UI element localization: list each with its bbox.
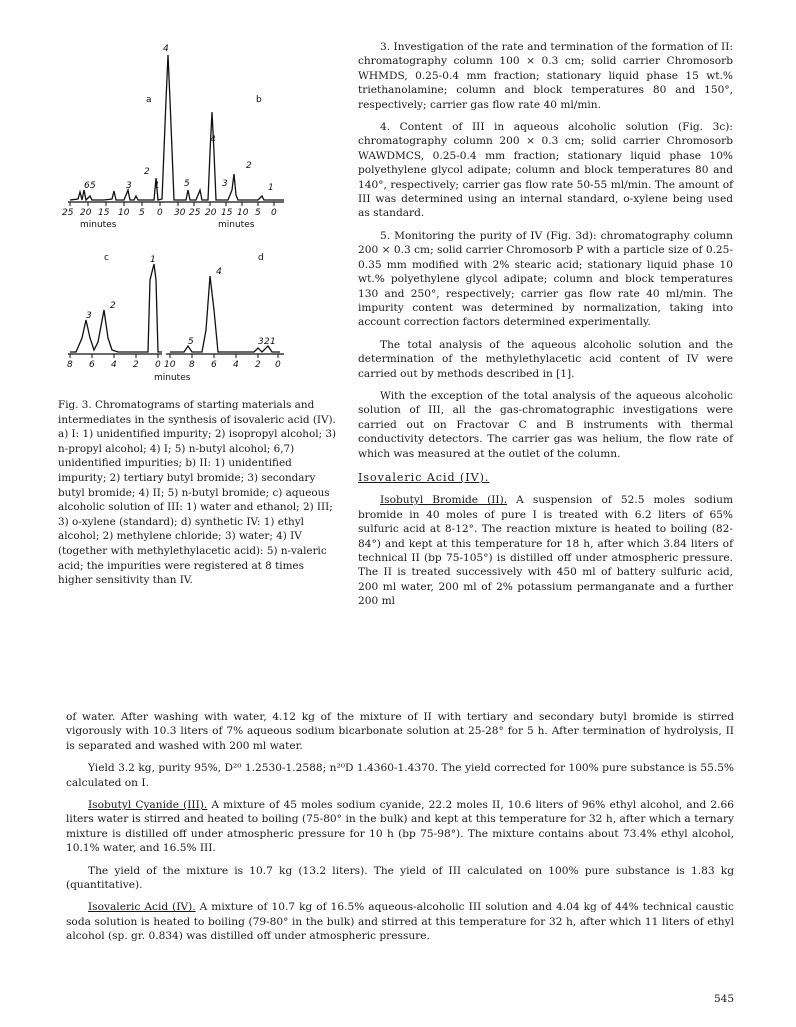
trace-c — [70, 264, 162, 352]
right-column — [358, 40, 733, 609]
paragraph — [358, 493, 733, 608]
tick-label: 0 — [155, 360, 161, 370]
panel-label-b: b — [256, 95, 262, 105]
tick-label: 0 — [271, 208, 277, 218]
paragraph: With the exception of the total analysis of the aqueous alcoholic solution of III, all the gas-chromatographic investigations were carried out on Fractovar C and B instruments with thermal conductivity detectors. The carrier gas was helium, the flow rate of which was measured at the outlet of the column. — [358, 389, 733, 460]
paragraph: of water. After washing with water, 4.12 kg of the mixture of II with tertiary and secondary butyl bromide is stirred vigorously with 10.3 liters of 7% aqueous sodium bicarbonate solution at 25-28° for 5 h. After termination of hydrolysis, II is separated and washed with 200 ml water. — [66, 711, 734, 752]
subsection-title: Isobutyl Bromide (II). — [380, 494, 508, 507]
section-heading: Isovaleric Acid (IV). — [358, 470, 490, 484]
paragraph: 3. Investigation of the rate and termination of the formation of II: chromatography column 100 × 0.3 cm; solid carrier Chromosorb WHMDS, 0.25-0.4 mm fraction; stationary liquid phase 15 wt.% triethanolamine; column and block temperatures 80 and 150°, respectively; carrier gas flow rate 40 ml/min. — [358, 41, 733, 111]
paragraph-body: A mixture of 45 moles sodium cyanide, 22.2 moles II, 10.6 liters of 96% ethyl alcohol, and 2.66 liters water is stirred and heated to boiling (75-80° in the bulk) and kept at this temperature for 32 h, after which a ternary mixture is distilled off under atmospheric pressure for 10 h (bp 75-98°). The mixture contains about 73.4% ethyl alcohol, 10.1% water, and 16.5% III. — [66, 799, 734, 855]
peak-label: 1 — [270, 337, 276, 347]
panel-label-a: a — [146, 95, 152, 105]
tick-label: 25 — [62, 208, 74, 218]
peak-label: 3 — [222, 179, 228, 189]
axis-unit-label: minutes — [154, 373, 191, 383]
tick-label: 2 — [133, 360, 139, 370]
peak-label: 1 — [154, 181, 160, 191]
tick-label: 10 — [237, 208, 249, 218]
page-number: 545 — [713, 993, 734, 1005]
tick-label: 2 — [255, 360, 261, 370]
peak-label: 5 — [90, 181, 96, 191]
axis-unit-label: minutes — [80, 220, 117, 230]
paragraph: 4. Content of III in aqueous alcoholic solution (Fig. 3c): chromatography column 200 × 0.3 cm; solid carrier Chromosorb WAWDMCS, 0.25-0.4 mm fraction; stationary liquid phase 10% polyethylene glycol adipate; column and block temperatures 80 and 140°, respectively; carrier gas flow rate 50-55 ml/min. The amount of III was determined using an internal standard, o-xylene being used as standard. — [358, 121, 733, 220]
tick-label: 4 — [233, 360, 239, 370]
tick-label: 30 — [174, 208, 186, 218]
peak-label: 3 — [126, 181, 132, 191]
peak-label: 4 — [216, 267, 222, 277]
peak-label: 6 — [84, 181, 90, 191]
panel-label-c: c — [104, 253, 109, 263]
tick-label: 20 — [205, 208, 217, 218]
tick-label: 0 — [157, 208, 163, 218]
paragraph — [66, 900, 734, 943]
peak-label: 1 — [268, 183, 274, 193]
panel-label-d: d — [258, 253, 264, 263]
full-width-text — [66, 710, 734, 944]
tick-label: 15 — [221, 208, 233, 218]
tick-label: 8 — [67, 360, 73, 370]
paragraph-body: A suspension of 52.5 moles sodium bromide in 40 moles of pure I is treated with 6.2 liters of 65% sulfuric acid at 8-12°. The reaction mixture is heated to boiling (82-84°) and kept at this temperature for 18 h, after which 3.84 liters of technical II (bp 75-105°) is distilled off under atmospheric pressure. The II is treated successively with 450 ml of battery sulfuric acid, 200 ml water, 200 ml of 2% potassium permanganate and a further 200 ml — [358, 494, 733, 608]
tick-label: 0 — [275, 360, 281, 370]
tick-label: 20 — [80, 208, 92, 218]
peak-label: 2 — [110, 301, 116, 311]
chromatogram-figure — [58, 40, 348, 390]
tick-label: 6 — [211, 360, 217, 370]
tick-label: 8 — [189, 360, 195, 370]
tick-label: 10 — [118, 208, 130, 218]
paragraph-body: A mixture of 10.7 kg of 16.5% aqueous-alcoholic III solution and 4.04 kg of 44% technical caustic soda solution is heated to boiling (79-80° in the bulk) and stirred at this temperature for 32 h, after which 11 liters of ethyl alcohol (sp. gr. 0.834) was distilled off under atmospheric pressure. — [66, 901, 734, 943]
tick-label: 10 — [164, 360, 176, 370]
peak-label: 3 — [258, 337, 264, 347]
paragraph: The yield of the mixture is 10.7 kg (13.2 liters). The yield of III calculated on 100% pure substance is 1.83 kg (quantitative). — [66, 864, 734, 892]
trace-a — [70, 55, 180, 200]
subsection-title: Isovaleric Acid (IV). — [88, 901, 196, 914]
peak-label: 5 — [188, 337, 194, 347]
tick-label: 5 — [255, 208, 261, 218]
paragraph: 5. Monitoring the purity of IV (Fig. 3d): chromatography column 200 × 0.3 cm; solid carrier Chromosorb P with a particle size of 0.25-0.35 mm modified with 2% stearic acid; stationary liquid phase 10 wt.% polyethylene glycol adipate; column and block temperatures 130 and 250°, respectively; carrier gas flow rate 40 ml/min. The impurity content was determined by normalization, taking into account correction factors determined experimentally. — [358, 229, 733, 329]
figure-caption — [58, 398, 338, 588]
peak-label: 3 — [86, 311, 92, 321]
peak-label: 2 — [144, 167, 150, 177]
paragraph — [66, 798, 734, 856]
paragraph: Yield 3.2 kg, purity 95%, D²⁰ 1.2530-1.2588; n²⁰D 1.4360-1.4370. The yield corrected for 100% pure substance is 55.5% calculated on I. — [66, 762, 734, 789]
peak-label: 2 — [246, 161, 252, 171]
paragraph: The total analysis of the aqueous alcoholic solution and the determination of the methylethylacetic acid content of IV were carried out by methods described in [1]. — [358, 338, 733, 380]
subsection-title: Isobutyl Cyanide (III). — [88, 799, 208, 812]
peak-label: 1 — [150, 255, 156, 265]
peak-label: 4 — [163, 44, 169, 54]
axis-unit-label: minutes — [218, 220, 255, 230]
peak-label: 5 — [184, 179, 190, 189]
tick-label: 5 — [139, 208, 145, 218]
figure-column — [58, 40, 348, 588]
peak-label: 2 — [264, 337, 270, 347]
peak-label: 4 — [210, 135, 216, 145]
caption-text: Fig. 3. Chromatograms of starting materials and intermediates in the synthesis of isovaleric acid (IV). a) I: 1) unidentified impurity; 2) isopropyl alcohol; 3) n-propyl alcohol; 4) I; 5) n-butyl alcohol; 6,7) unidentified impurities; b) II: 1) unidentified impurity; 2) tertiary butyl bromide; 3) secondary butyl bromide; 4) II; 5) n-butyl bromide; c) aqueous alcoholic solution of III: 1) water and ethanol; 2) III; 3) o-xylene (standard); d) synthetic IV: 1) ethyl alcohol; 2) methylene chloride; 3) water; 4) IV (together with methylethylacetic acid): 5) n-valeric acid; the impurities were registered at 8 times higher sensitivity than IV. — [58, 399, 337, 587]
tick-label: 15 — [98, 208, 110, 218]
tick-label: 25 — [189, 208, 201, 218]
tick-label: 4 — [111, 360, 117, 370]
tick-label: 6 — [89, 360, 95, 370]
